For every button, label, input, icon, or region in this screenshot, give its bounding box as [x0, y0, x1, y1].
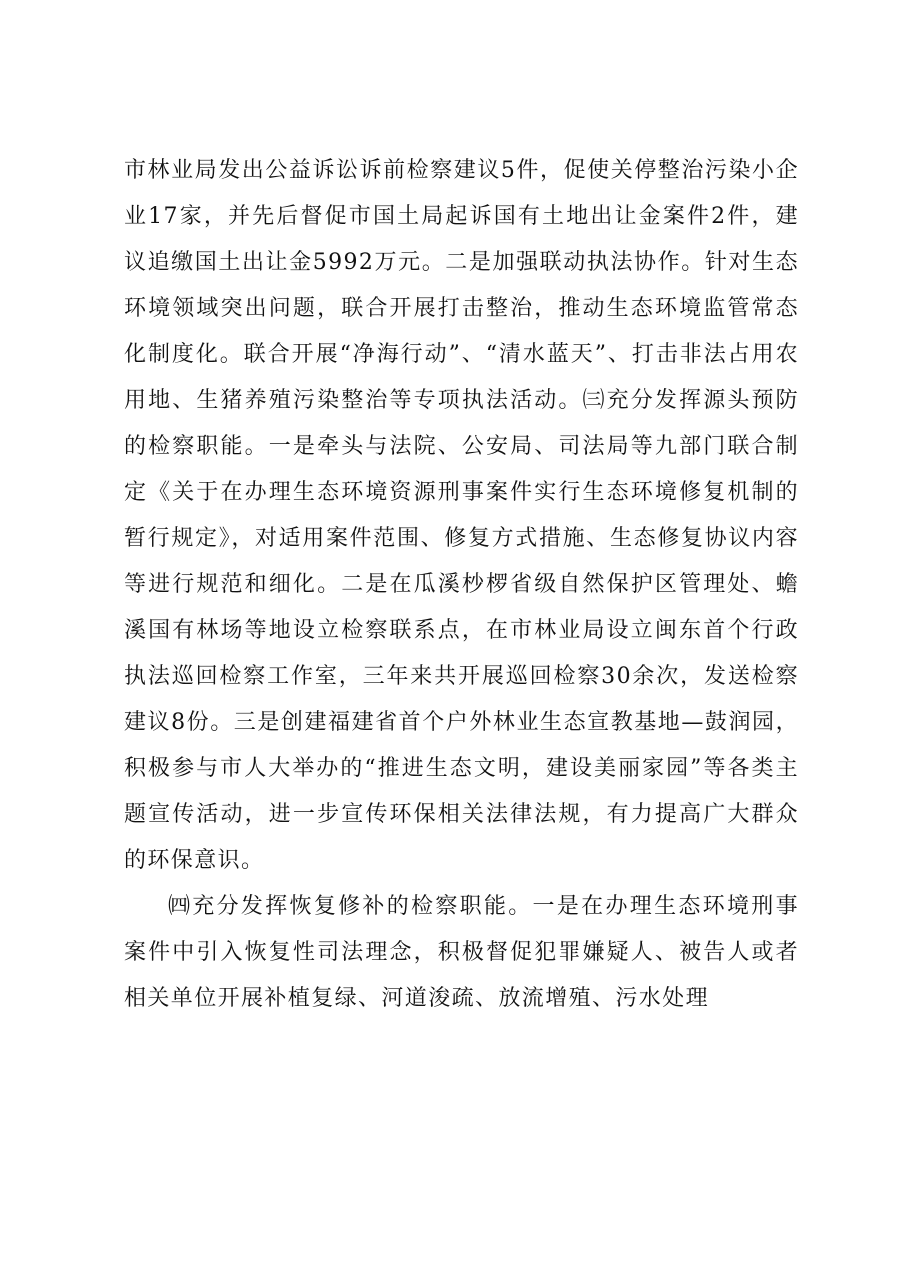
paragraph-1: 市林业局发出公益诉讼诉前检察建议5件，促使关停整治污染小企业17家，并先后督促市国土局起诉国有土地出让金案件2件，建议追缴国土出让金5992万元。二是加强联动执法协作。针对生态环境领域突出问题，联合开展打击整治，推动生态环境监管常态化制度化。联合开展“净海行动”、“清水蓝天”、打击非法占用农用地、生猪养殖污染整治等专项执法活动。㈢充分发挥源头预防的检察职能。一是牵头与法院、公安局、司法局等九部门联合制定《关于在办理生态环境资源刑事案件实行生态环境修复机制的暂行规定》，对适用案件范围、修复方式措施、生态修复协议内容等进行规范和细化。二是在瓜溪杪椤省级自然保护区管理处、蟾溪国有林场等地设立检察联系点，在市林业局设立闽东首个行政执法巡回检察工作室，三年来共开展巡回检察30余次，发送检察建议8份。三是创建福建省首个户外林业生态宣教基地—鼓润园，积极参与市人大举办的“推进生态文明，建设美丽家园”等各类主题宣传活动，进一步宣传环保相关法律法规，有力提高广大群众的环保意识。	[124, 158, 799, 873]
document-body	[124, 148, 799, 1022]
paragraph-2: ㈣充分发挥恢复修补的检察职能。一是在办理生态环境刑事案件中引入恢复性司法理念，积极督促犯罪嫌疑人、被告人或者相关单位开展补植复绿、河道浚疏、放流增殖、污水处理	[124, 894, 799, 1011]
